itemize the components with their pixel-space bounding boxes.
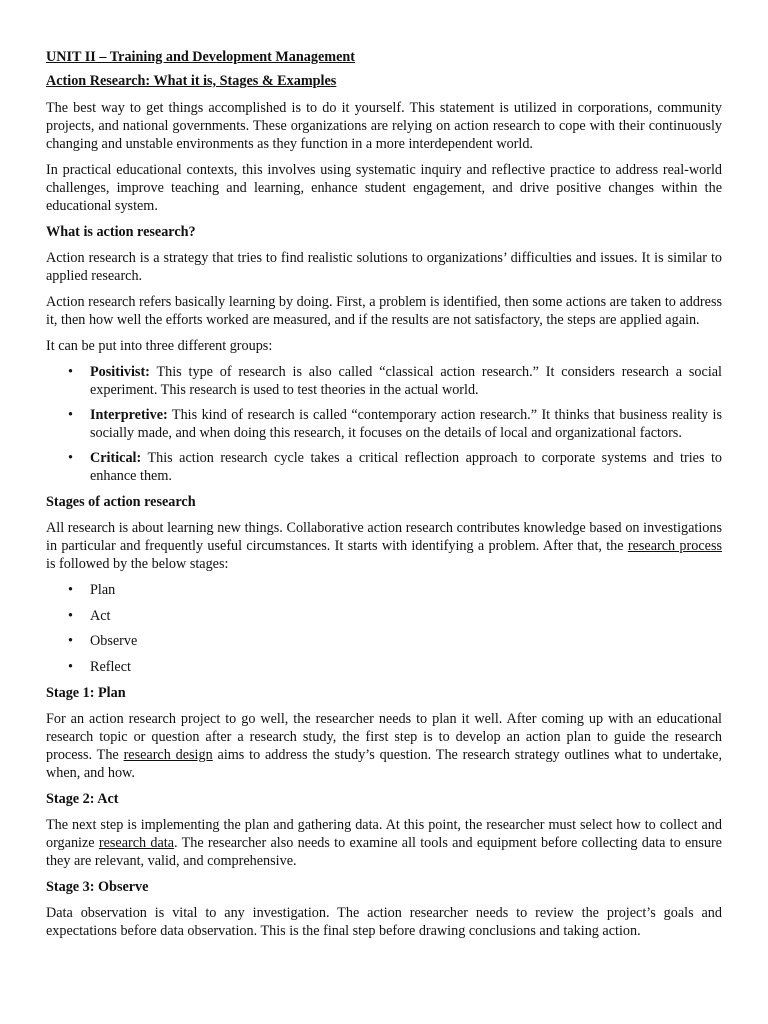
group-description: This type of research is also called “classical action research.” It considers research a social experiment. This research is used to test theories in the actual world. [90,364,722,398]
stage-1-text-before: For an action research project to go well, the researcher needs to plan it well. After coming up with an educational research topic or question after a research study, the first step is to develop an action plan to guide the research process. The [46,710,722,763]
stage-2-paragraph [46,816,722,870]
bullet-icon: • [68,633,73,649]
stage-2-text-after: . The researcher also needs to examine all tools and equipment before collecting data to ensure they are relevant, valid, and comprehensive. [46,834,722,869]
stage-2-text-before: The next step is implementing the plan and gathering data. At this point, the researcher must select how to collect and organize [46,816,722,851]
stage-1-text-after: aims to address the study’s question. The research strategy outlines what to undertake, when, and how. [46,746,722,781]
stage-3-heading: Stage 3: Observe [46,878,149,895]
stages-list [46,581,722,676]
group-term: Interpretive: [90,407,168,423]
list-item-observe [46,632,722,650]
what-is-paragraph-2: Action research refers basically learning by doing. First, a problem is identified, then some actions are taken to address it, then how well the efforts worked are measured, and if the results are not satisfactory, the steps are applied again. [46,294,722,328]
list-item-reflect [46,658,722,676]
stages-text-before: All research is about learning new things. Collaborative action research contributes knowledge based on investigations in particular and frequently useful circumstances. It starts with identifying a problem. After that, the [46,520,722,554]
list-item-positivist [46,363,722,399]
stages-heading: Stages of action research [46,494,196,510]
intro-paragraph-2: In practical educational contexts, this involves using systematic inquiry and reflective practice to address real-world challenges, improve teaching and learning, enhance student engagement, and drive positive changes within the educational system. [46,162,722,214]
list-item-critical [46,449,722,485]
group-term: Positivist: [90,364,150,380]
bullet-icon: • [68,658,73,675]
intro-paragraph-1: The best way to get things accomplished is to do it yourself. This statement is utilized in corporations, community projects, and national governments. These organizations are relying on action research to cope with their continuously changing and unstable environments as they function in a more interdependent world. [46,100,722,152]
group-description: This kind of research is called “contemporary action research.” It thinks that business reality is socially made, and when doing this research, it focuses on the details of local and organizational factors. [90,407,722,441]
stage-label: Reflect [90,658,131,675]
stage-label: Act [90,607,111,624]
stage-3-paragraph: Data observation is vital to any investigation. The action researcher needs to review the project’s goals and expectations before data observation. This is the final step before drawing conclusions and taking action. [46,904,722,939]
bullet-icon: • [68,407,73,423]
stage-1-heading: Stage 1: Plan [46,684,126,701]
groups-list [46,363,722,485]
stage-1-paragraph [46,710,722,782]
bullet-icon: • [68,607,73,624]
groups-intro: It can be put into three different groups: [46,338,273,354]
bullet-icon: • [68,582,73,598]
stage-label: Plan [90,582,116,598]
stage-2-heading: Stage 2: Act [46,790,119,807]
research-data-link[interactable]: research data [98,834,175,851]
research-process-link[interactable]: research process [627,538,722,554]
list-item-plan [46,581,722,599]
bullet-icon: • [68,450,73,466]
what-is-heading: What is action research? [46,224,196,240]
what-is-paragraph-1: Action research is a strategy that tries to find realistic solutions to organizations’ difficulties and issues. It is similar to applied research. [46,250,722,284]
stages-text-after: is followed by the below stages: [46,556,229,572]
stage-label: Observe [90,633,138,649]
list-item-act [46,607,722,625]
unit-title: UNIT II – Training and Development Management [46,49,355,65]
list-item-interpretive [46,406,722,442]
bullet-icon: • [68,364,73,380]
research-design-link[interactable]: research design [123,746,213,763]
section-title: Action Research: What it is, Stages & Examples [46,73,337,89]
stages-paragraph [46,519,722,573]
group-description: This action research cycle takes a critical reflection approach to corporate systems and tries to enhance them. [90,450,722,484]
group-term: Critical: [90,450,142,466]
